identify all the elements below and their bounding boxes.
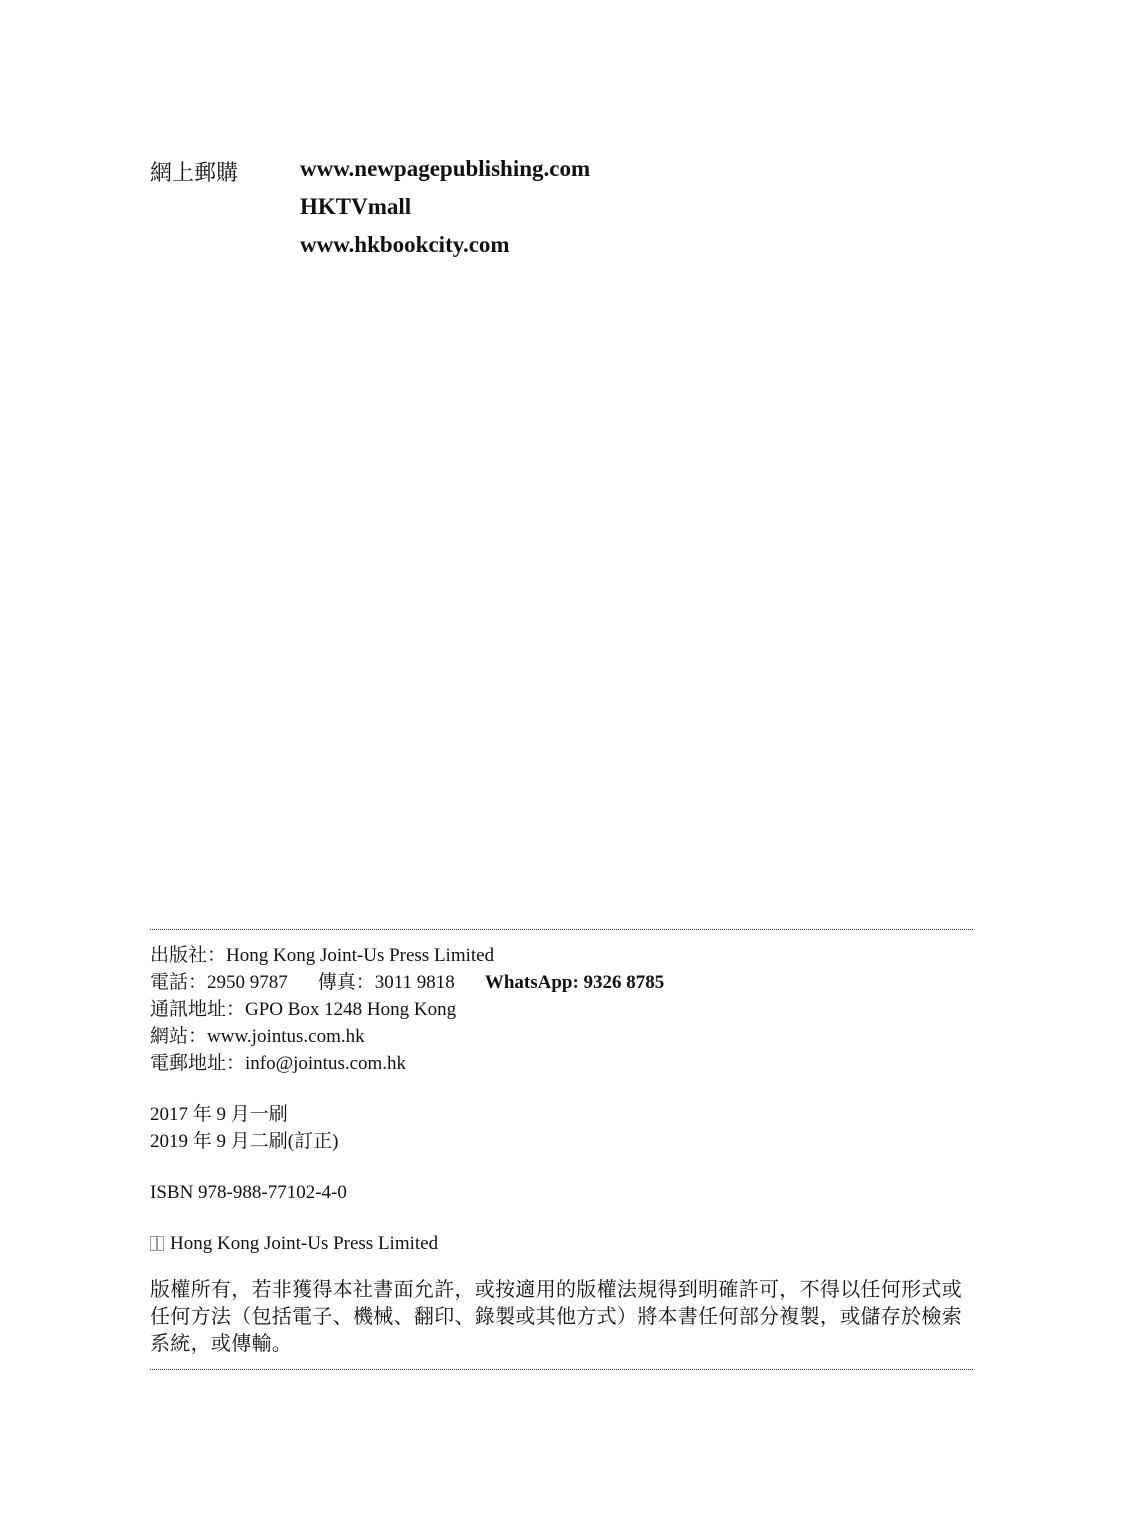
rights-line: 版權所有，若非獲得本社書面允許，或按適用的版權法規得到明確許可，不得以任何形式或 [150, 1279, 962, 1301]
rights-line: 任何方法（包括電子、機械、翻印、錄製或其他方式）將本書任何部分複製，或儲存於檢索 [150, 1306, 962, 1328]
order-link-hktvmall[interactable]: HKTVmall [300, 194, 412, 219]
website-line[interactable]: 網站：www.jointus.com.hk [150, 1026, 365, 1047]
copyright-icon [150, 1236, 164, 1250]
rights-line: 系統，或傳輸。 [150, 1333, 293, 1355]
copyright-holder: Hong Kong Joint-Us Press Limited [170, 1233, 439, 1254]
online-order-label: 網上郵購 [150, 160, 239, 185]
copyright-line [150, 1230, 980, 1257]
fax-text: 傳真：3011 9818 [317, 972, 455, 993]
bottom-divider [150, 1369, 973, 1370]
contact-line [150, 969, 980, 996]
isbn-line: ISBN 978-988-77102-4-0 [150, 1182, 347, 1203]
phone-text: 電話：2950 9787 [150, 972, 288, 993]
edition-line: 2017 年 9 月一刷 [150, 1104, 288, 1125]
order-link-newpage[interactable]: www.newpagepublishing.com [300, 156, 591, 181]
whatsapp-text: WhatsApp: 9326 8785 [484, 972, 665, 993]
rights-notice [150, 1277, 980, 1358]
address-line: 通訊地址：GPO Box 1248 Hong Kong [150, 999, 457, 1020]
top-divider [150, 929, 973, 930]
online-order-links [300, 150, 590, 264]
publisher-line: 出版社：Hong Kong Joint-Us Press Limited [150, 945, 495, 966]
order-link-hkbookcity[interactable]: www.hkbookcity.com [300, 232, 510, 257]
imprint-section [150, 942, 980, 1257]
email-line[interactable]: 電郵地址：info@jointus.com.hk [150, 1053, 407, 1074]
edition-line: 2019 年 9 月二刷(訂正) [150, 1131, 339, 1152]
